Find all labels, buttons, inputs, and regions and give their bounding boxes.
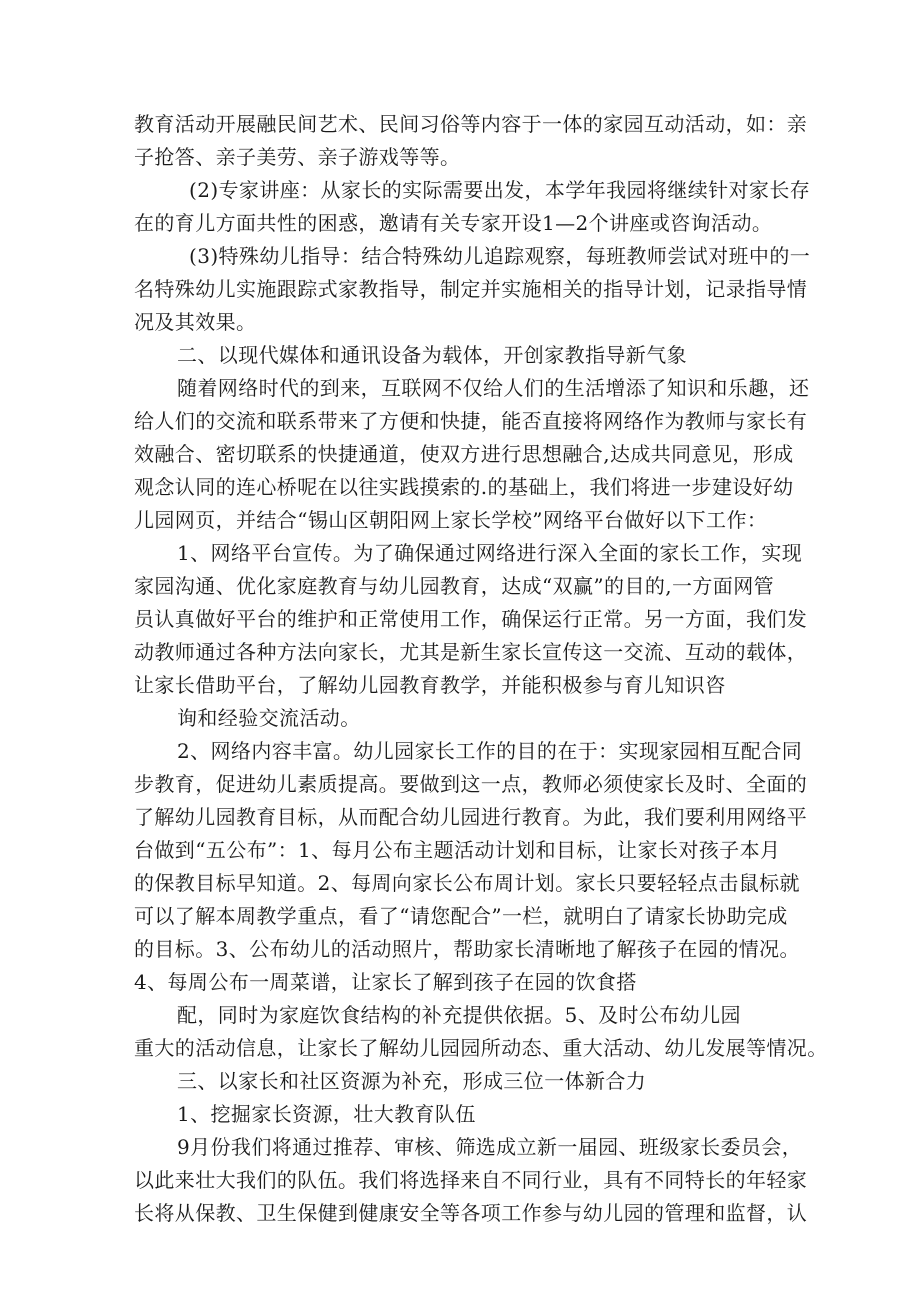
text-line: 的保教目标早知道。2、每周向家长公布周计划。家长只要轻轻点击鼠标就 <box>134 871 800 895</box>
text-line: 4、每周公布一周菜谱，让家长了解到孩子在园的饮食搭 <box>134 970 637 994</box>
text-line: 名特殊幼儿实施跟踪式家教指导，制定并实施相关的指导计划，记录指导情 <box>134 277 808 301</box>
text-line: 子抢答、亲子美劳、亲子游戏等等。 <box>134 145 461 169</box>
text-line: 家园沟通、优化家庭教育与幼儿园教育，达成“双赢”的目的,一方面网管 <box>134 574 775 598</box>
text-line: 况及其效果。 <box>134 310 257 334</box>
text-line: 员认真做好平台的维护和正常使用工作，确保运行正常。另一方面，我们发 <box>134 607 808 631</box>
text-line: 长将从保教、卫生保健到健康安全等各项工作参与幼儿园的管理和监督，认 <box>134 1201 808 1225</box>
text-line: 教育活动开展融民间艺术、民间习俗等内容于一体的家园互动活动，如：亲 <box>134 112 808 136</box>
text-line: 询和经验交流活动。 <box>177 706 361 730</box>
list-item-expert-lecture: (2)专家讲座：从家长的实际需要出发，本学年我园将继续针对家长存 <box>189 178 811 202</box>
document-page <box>134 108 828 1230</box>
text-line: 效融合、密切联系的快捷通道，使双方进行思想融合,达成共同意见，形成 <box>134 442 794 466</box>
text-line: 在的育儿方面共性的困惑，邀请有关专家开设1—2个讲座或咨询活动。 <box>134 211 773 235</box>
paragraph-start: 9月份我们将通过推荐、审核、筛选成立新一届园、班级家长委员会， <box>177 1135 803 1159</box>
text-line: 了解幼儿园教育目标，从而配合幼儿园进行教育。为此，我们要利用网络平 <box>134 805 808 829</box>
text-line: 的目标。3、公布幼儿的活动照片，帮助家长清晰地了解孩子在园的情况。 <box>134 937 800 961</box>
paragraph-start: 随着网络时代的到来，互联网不仅给人们的生活增添了知识和乐趣，还 <box>177 376 810 400</box>
subsection-network-content: 2、网络内容丰富。幼儿园家长工作的目的在于：实现家园相互配合同 <box>177 739 803 763</box>
text-line: 步教育，促进幼儿素质提高。要做到这一点，教师必须使家长及时、全面的 <box>134 772 808 796</box>
text-line: 台做到“五公布”：1、每月公布主题活动计划和目标，让家长对孩子本月 <box>134 838 781 862</box>
text-line: 重大的活动信息，让家长了解幼儿园园所动态、重大活动、幼儿发展等情况。 <box>134 1036 828 1060</box>
list-item-special-child-guidance: (3)特殊幼儿指导：结合特殊幼儿追踪观察，每班教师尝试对班中的一 <box>189 244 811 268</box>
section-heading-2: 二、以现代媒体和通讯设备为载体，开创家教指导新气象 <box>177 343 687 367</box>
subsection-network-promotion: 1、网络平台宣传。为了确保通过网络进行深入全面的家长工作，实现 <box>177 541 803 565</box>
text-line: 观念认同的连心桥呢在以往实践摸索的.的基础上，我们将进一步建设好幼 <box>134 475 794 499</box>
subsection-parent-resources: 1、挖掘家长资源，壮大教育队伍 <box>177 1102 476 1126</box>
text-line: 让家长借助平台，了解幼儿园教育教学，并能积极参与育儿知识咨 <box>134 673 726 697</box>
text-line: 动教师通过各种方法向家长，尤其是新生家长宣传这一交流、互动的载体， <box>134 640 808 664</box>
text-line: 给人们的交流和联系带来了方便和快捷，能否直接将网络作为教师与家长有 <box>134 409 808 433</box>
section-heading-3: 三、以家长和社区资源为补充，形成三位一体新合力 <box>177 1069 647 1093</box>
text-line: 儿园网页，并结合“锡山区朝阳网上家长学校”网络平台做好以下工作： <box>134 508 768 532</box>
text-line: 可以了解本周教学重点，看了“请您配合”一栏，就明白了请家长协助完成 <box>134 904 788 928</box>
text-line: 以此来壮大我们的队伍。我们将选择来自不同行业，具有不同特长的年轻家 <box>134 1168 808 1192</box>
text-line: 配，同时为家庭饮食结构的补充提供依据。5、及时公布幼儿园 <box>177 1003 741 1027</box>
